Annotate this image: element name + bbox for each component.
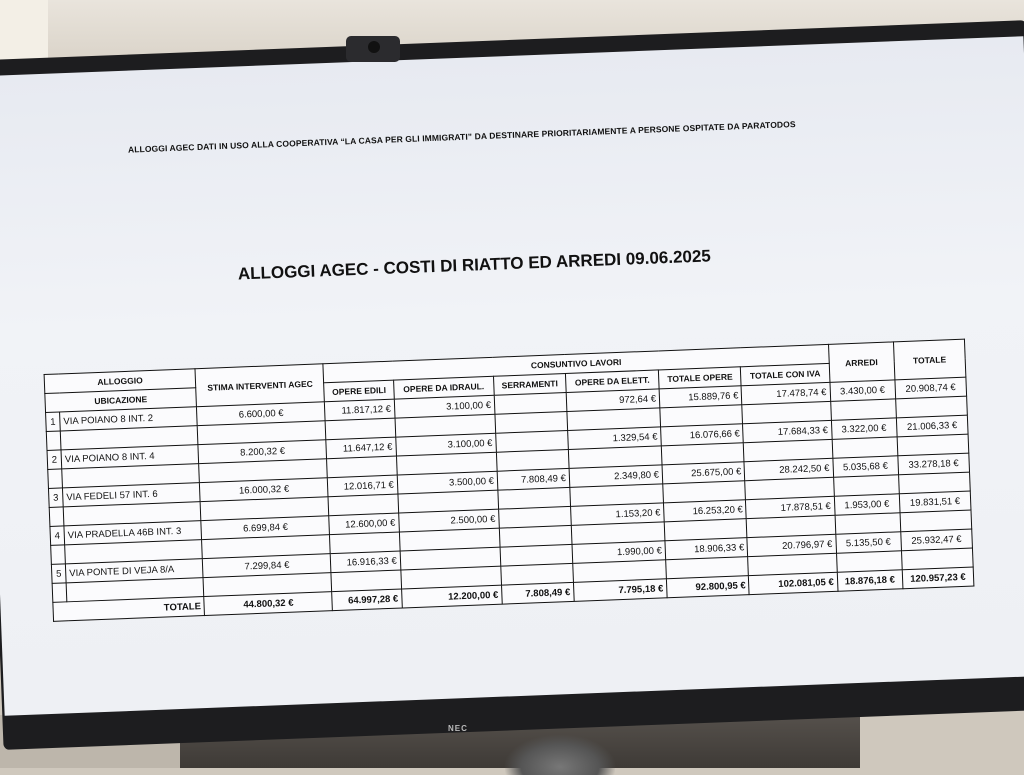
- row-stima: 6.699,84 €: [201, 516, 330, 540]
- spacer-cell: [836, 551, 902, 572]
- row-elett: 2.349,80 €: [569, 465, 663, 488]
- row-ubicazione: VIA PRADELLA 46B INT. 3: [64, 521, 202, 545]
- row-edili: 16.916,33 €: [331, 551, 401, 573]
- row-tot-iva: 28.242,50 €: [744, 458, 833, 480]
- header-totale-iva: TOTALE CON IVA: [741, 363, 830, 385]
- row-number: 4: [50, 526, 65, 546]
- row-totale: 20.908,74 €: [895, 377, 967, 399]
- total-arredi: 18.876,18 €: [837, 570, 903, 591]
- row-ubicazione: VIA PONTE DI VEJA 8/A: [65, 559, 203, 583]
- header-totale: TOTALE: [893, 339, 966, 380]
- spacer-cell: [832, 437, 898, 458]
- row-tot-iva: 17.684,33 €: [743, 420, 832, 442]
- row-tot-iva: 20.796,97 €: [747, 534, 836, 556]
- row-ubicazione: VIA POIANO 8 INT. 4: [61, 445, 199, 469]
- row-totale: 19.831,51 €: [899, 491, 971, 513]
- header-totale-opere: TOTALE OPERE: [658, 367, 741, 389]
- viewer-head: [505, 735, 615, 775]
- spacer-cell: [48, 469, 63, 489]
- header-opere-idraul: OPERE DA IDRAUL.: [393, 376, 494, 399]
- spacer-cell: [51, 545, 66, 565]
- total-stima: 44.800,32 €: [204, 592, 333, 616]
- row-number: 2: [47, 450, 62, 470]
- header-serramenti: SERRAMENTI: [493, 374, 566, 396]
- row-elett: 972,64 €: [566, 389, 660, 412]
- row-tot-opere: 25.675,00 €: [662, 462, 745, 484]
- header-consuntivo: CONSUNTIVO LAVORI: [323, 344, 829, 382]
- header-alloggio: ALLOGGIO: [44, 369, 196, 394]
- row-edili: 11.647,12 €: [326, 437, 396, 459]
- spacer-cell: [49, 507, 64, 527]
- total-elett: 7.795,18 €: [573, 579, 667, 602]
- row-idraul: 3.100,00 €: [394, 395, 495, 418]
- row-arredi: 1.953,00 €: [834, 494, 900, 515]
- spacer-cell: [835, 513, 901, 534]
- row-totale: 33.278,18 €: [898, 453, 970, 475]
- row-stima: 16.000,32 €: [200, 478, 329, 502]
- total-totale: 120.957,23 €: [902, 567, 974, 589]
- row-tot-opere: 16.076,66 €: [661, 424, 744, 446]
- row-idraul: 3.100,00 €: [396, 433, 497, 456]
- row-number: 3: [48, 488, 63, 508]
- totals-label: TOTALE: [53, 597, 205, 622]
- header-arredi: ARREDI: [828, 342, 895, 382]
- row-number: 5: [51, 564, 66, 584]
- total-tot-iva: 102.081,05 €: [749, 572, 838, 594]
- row-ubicazione: VIA POIANO 8 INT. 2: [60, 407, 198, 431]
- row-tot-iva: 17.878,51 €: [746, 496, 835, 518]
- row-idraul: 2.500,00 €: [398, 509, 499, 532]
- cost-table: [44, 339, 975, 622]
- header-opere-elett: OPERE DA ELETT.: [565, 370, 659, 393]
- row-tot-iva: 17.478,74 €: [742, 382, 831, 404]
- spacer-cell: [46, 431, 61, 451]
- slide-subtitle: ALLOGGI AGEC DATI IN USO ALLA COOPERATIVA “LA CASA PER GLI IMMIGRATI” DA DESTINARE PRIORITARIAMENTE A PERSONE OSPITATE DA PARATODOS: [127, 119, 796, 155]
- row-elett: 1.153,20 €: [570, 503, 664, 526]
- row-stima: 6.600,00 €: [197, 402, 326, 426]
- row-number: 1: [46, 412, 61, 432]
- total-edili: 64.997,28 €: [332, 589, 402, 611]
- webcam-lens: [368, 41, 380, 53]
- spacer-cell: [52, 583, 67, 603]
- header-ubicazione: UBICAZIONE: [45, 388, 197, 413]
- row-arredi: 5.035,68 €: [833, 456, 899, 477]
- header-opere-edili: OPERE EDILI: [324, 380, 394, 402]
- row-idraul: 3.500,00 €: [397, 471, 498, 494]
- total-tot-opere: 92.800,95 €: [666, 576, 749, 598]
- header-stima: STIMA INTERVENTI AGEC: [195, 364, 325, 407]
- row-elett: 1.329,54 €: [568, 427, 662, 450]
- total-serramenti: 7.808,49 €: [501, 582, 574, 604]
- row-totale: 21.006,33 €: [896, 415, 968, 437]
- row-totale: 25.932,47 €: [901, 529, 973, 551]
- row-arredi: 3.430,00 €: [830, 380, 896, 401]
- slide-title: ALLOGGI AGEC - COSTI DI RIATTO ED ARREDI 09.06.2025: [237, 246, 712, 284]
- row-edili: 11.817,12 €: [325, 399, 395, 421]
- monitor-screen: [0, 36, 1024, 716]
- row-ubicazione: VIA FEDELI 57 INT. 6: [62, 483, 200, 507]
- monitor-brand-logo: NEC: [448, 724, 468, 733]
- row-serramenti: 7.808,49 €: [497, 468, 570, 490]
- row-edili: 12.600,00 €: [329, 513, 399, 535]
- row-edili: 12.016,71 €: [328, 475, 398, 497]
- row-tot-opere: 16.253,20 €: [664, 500, 747, 522]
- row-arredi: 3.322,00 €: [831, 418, 897, 439]
- row-tot-opere: 18.906,33 €: [665, 538, 748, 560]
- row-stima: 8.200,32 €: [198, 440, 327, 464]
- total-idraul: 12.200,00 €: [401, 585, 502, 608]
- table-body: [46, 377, 974, 602]
- spacer-cell: [833, 475, 899, 496]
- spacer-cell: [830, 399, 896, 420]
- row-elett: 1.990,00 €: [572, 541, 666, 564]
- row-tot-opere: 15.889,76 €: [659, 386, 742, 408]
- row-arredi: 5.135,50 €: [835, 532, 901, 553]
- row-stima: 7.299,84 €: [203, 554, 332, 578]
